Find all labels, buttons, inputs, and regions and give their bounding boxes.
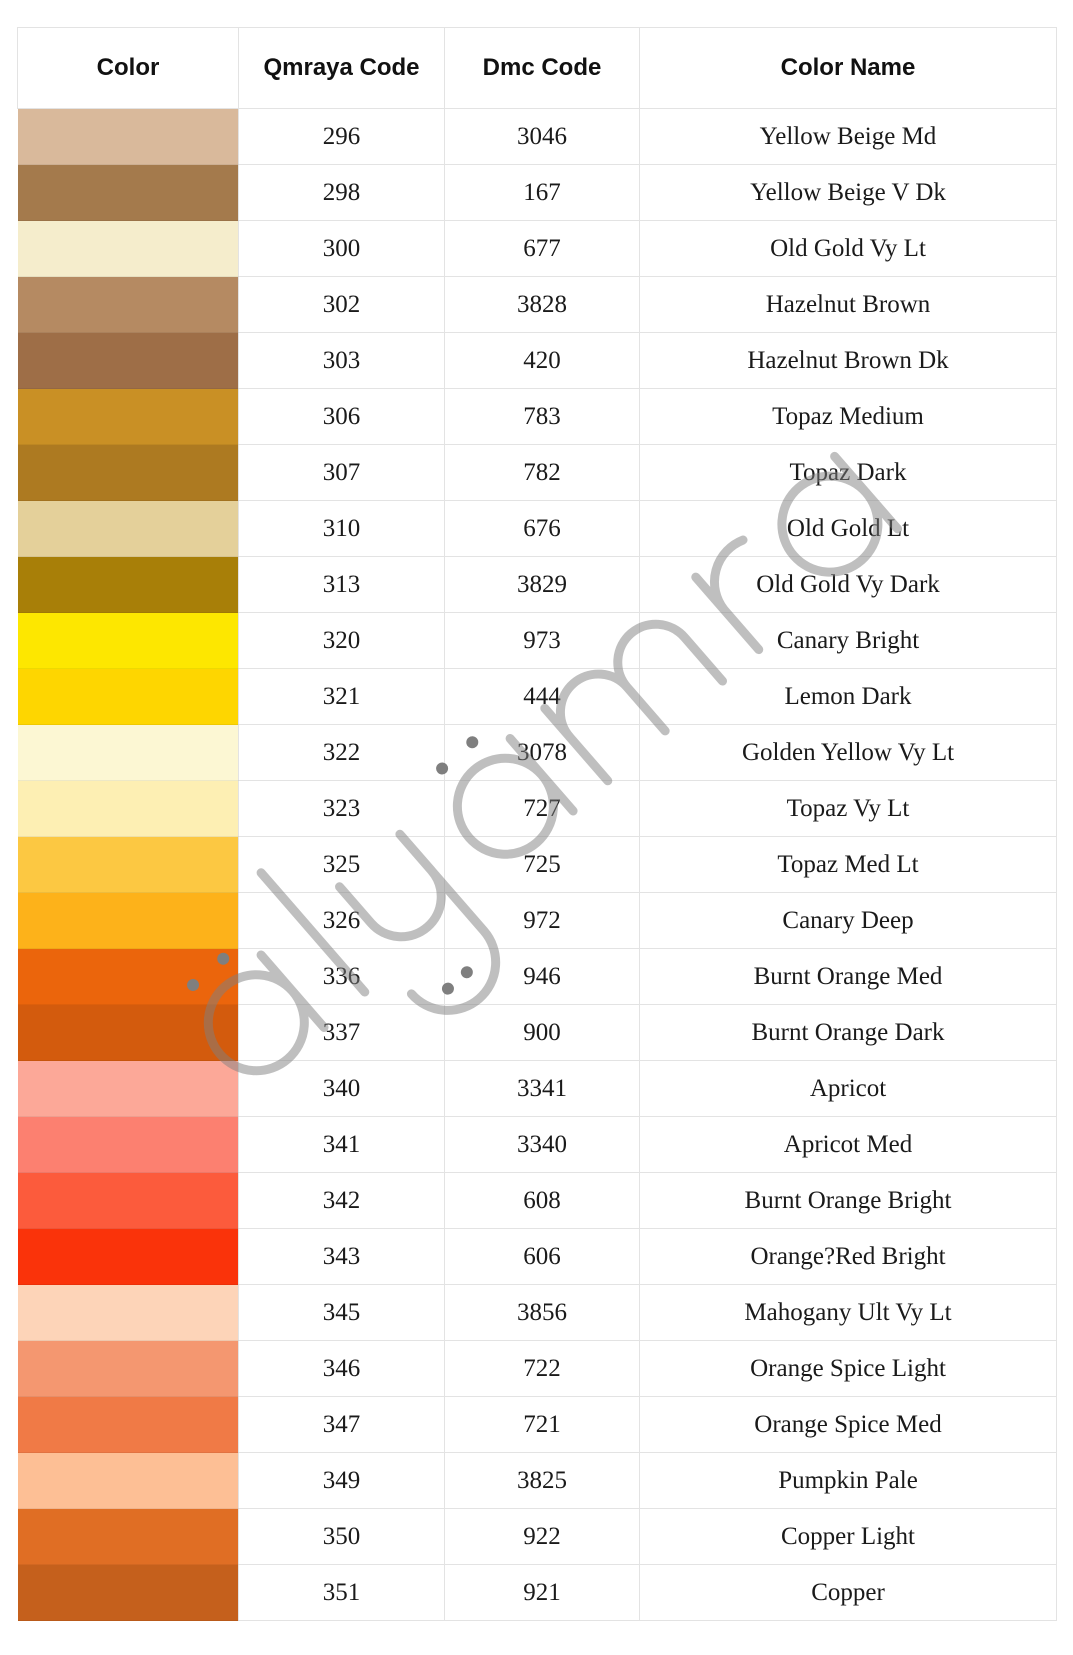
color-swatch	[18, 1341, 239, 1397]
qmraya-code-cell: 310	[239, 501, 445, 557]
header-color: Color	[18, 28, 239, 109]
color-swatch	[18, 949, 239, 1005]
table-row	[18, 1397, 1057, 1453]
qmraya-code-cell: 336	[239, 949, 445, 1005]
dmc-code-cell: 3829	[445, 557, 640, 613]
color-swatch	[18, 1453, 239, 1509]
color-name-cell: Pumpkin Pale	[640, 1453, 1057, 1509]
table-row	[18, 669, 1057, 725]
table-row	[18, 109, 1057, 165]
color-name-cell: Golden Yellow Vy Lt	[640, 725, 1057, 781]
dmc-code-cell: 722	[445, 1341, 640, 1397]
color-swatch	[18, 1229, 239, 1285]
dmc-code-cell: 721	[445, 1397, 640, 1453]
qmraya-code-cell: 320	[239, 613, 445, 669]
table-row	[18, 501, 1057, 557]
color-swatch	[18, 669, 239, 725]
table-row	[18, 613, 1057, 669]
header-dmc-code: Dmc Code	[445, 28, 640, 109]
table-row	[18, 445, 1057, 501]
header-qmraya-code: Qmraya Code	[239, 28, 445, 109]
qmraya-code-cell: 302	[239, 277, 445, 333]
color-swatch	[18, 165, 239, 221]
qmraya-code-cell: 325	[239, 837, 445, 893]
table-row	[18, 949, 1057, 1005]
color-swatch	[18, 501, 239, 557]
color-name-cell: Old Gold Lt	[640, 501, 1057, 557]
dmc-code-cell: 972	[445, 893, 640, 949]
qmraya-code-cell: 303	[239, 333, 445, 389]
color-name-cell: Topaz Dark	[640, 445, 1057, 501]
color-name-cell: Hazelnut Brown Dk	[640, 333, 1057, 389]
dmc-code-cell: 606	[445, 1229, 640, 1285]
qmraya-code-cell: 343	[239, 1229, 445, 1285]
qmraya-code-cell: 341	[239, 1117, 445, 1173]
color-name-cell: Old Gold Vy Dark	[640, 557, 1057, 613]
dmc-code-cell: 3078	[445, 725, 640, 781]
table-body	[18, 109, 1057, 1621]
color-name-cell: Canary Bright	[640, 613, 1057, 669]
color-name-cell: Topaz Med Lt	[640, 837, 1057, 893]
color-swatch	[18, 893, 239, 949]
color-name-cell: Orange Spice Light	[640, 1341, 1057, 1397]
color-name-cell: Old Gold Vy Lt	[640, 221, 1057, 277]
color-swatch	[18, 837, 239, 893]
color-swatch	[18, 557, 239, 613]
color-swatch	[18, 1005, 239, 1061]
color-swatch	[18, 389, 239, 445]
dmc-code-cell: 900	[445, 1005, 640, 1061]
table-row	[18, 1453, 1057, 1509]
table-row	[18, 781, 1057, 837]
color-swatch	[18, 1565, 239, 1621]
color-swatch	[18, 333, 239, 389]
table-row	[18, 277, 1057, 333]
dmc-code-cell: 727	[445, 781, 640, 837]
color-name-cell: Apricot Med	[640, 1117, 1057, 1173]
dmc-code-cell: 922	[445, 1509, 640, 1565]
table-row	[18, 837, 1057, 893]
dmc-code-cell: 783	[445, 389, 640, 445]
color-name-cell: Topaz Medium	[640, 389, 1057, 445]
qmraya-code-cell: 342	[239, 1173, 445, 1229]
table-header-row	[18, 28, 1057, 109]
table-row	[18, 221, 1057, 277]
color-name-cell: Apricot	[640, 1061, 1057, 1117]
qmraya-code-cell: 323	[239, 781, 445, 837]
color-swatch	[18, 781, 239, 837]
dmc-code-cell: 946	[445, 949, 640, 1005]
dmc-code-cell: 725	[445, 837, 640, 893]
color-name-cell: Copper	[640, 1565, 1057, 1621]
color-swatch	[18, 445, 239, 501]
qmraya-code-cell: 296	[239, 109, 445, 165]
dmc-code-cell: 676	[445, 501, 640, 557]
qmraya-code-cell: 313	[239, 557, 445, 613]
dmc-code-cell: 167	[445, 165, 640, 221]
color-name-cell: Copper Light	[640, 1509, 1057, 1565]
dmc-code-cell: 782	[445, 445, 640, 501]
color-swatch	[18, 1117, 239, 1173]
color-name-cell: Yellow Beige Md	[640, 109, 1057, 165]
dmc-code-cell: 677	[445, 221, 640, 277]
table-row	[18, 893, 1057, 949]
color-name-cell: Burnt Orange Med	[640, 949, 1057, 1005]
dmc-code-cell: 3828	[445, 277, 640, 333]
qmraya-code-cell: 322	[239, 725, 445, 781]
qmraya-code-cell: 350	[239, 1509, 445, 1565]
color-swatch	[18, 221, 239, 277]
color-name-cell: Hazelnut Brown	[640, 277, 1057, 333]
table-row	[18, 1173, 1057, 1229]
color-swatch	[18, 1509, 239, 1565]
color-name-cell: Orange Spice Med	[640, 1397, 1057, 1453]
qmraya-code-cell: 300	[239, 221, 445, 277]
qmraya-code-cell: 351	[239, 1565, 445, 1621]
color-swatch	[18, 1061, 239, 1117]
qmraya-code-cell: 347	[239, 1397, 445, 1453]
dmc-code-cell: 3046	[445, 109, 640, 165]
table-row	[18, 389, 1057, 445]
table-row	[18, 1285, 1057, 1341]
table-row	[18, 1117, 1057, 1173]
color-swatch	[18, 1285, 239, 1341]
table-row	[18, 1229, 1057, 1285]
dmc-code-cell: 444	[445, 669, 640, 725]
color-swatch	[18, 1173, 239, 1229]
table-row	[18, 1565, 1057, 1621]
color-swatch	[18, 613, 239, 669]
dmc-code-cell: 3825	[445, 1453, 640, 1509]
qmraya-code-cell: 345	[239, 1285, 445, 1341]
header-color-name: Color Name	[640, 28, 1057, 109]
qmraya-code-cell: 306	[239, 389, 445, 445]
table-row	[18, 1005, 1057, 1061]
table-row	[18, 333, 1057, 389]
qmraya-code-cell: 349	[239, 1453, 445, 1509]
table-row	[18, 1061, 1057, 1117]
color-name-cell: Mahogany Ult Vy Lt	[640, 1285, 1057, 1341]
dmc-code-cell: 608	[445, 1173, 640, 1229]
dmc-code-cell: 921	[445, 1565, 640, 1621]
table-row	[18, 165, 1057, 221]
color-swatch	[18, 725, 239, 781]
table-row	[18, 725, 1057, 781]
color-name-cell: Canary Deep	[640, 893, 1057, 949]
dmc-code-cell: 3856	[445, 1285, 640, 1341]
qmraya-code-cell: 321	[239, 669, 445, 725]
qmraya-code-cell: 326	[239, 893, 445, 949]
color-name-cell: Burnt Orange Bright	[640, 1173, 1057, 1229]
color-name-cell: Orange?Red Bright	[640, 1229, 1057, 1285]
dmc-code-cell: 3340	[445, 1117, 640, 1173]
color-name-cell: Lemon Dark	[640, 669, 1057, 725]
qmraya-code-cell: 340	[239, 1061, 445, 1117]
qmraya-code-cell: 346	[239, 1341, 445, 1397]
qmraya-code-cell: 307	[239, 445, 445, 501]
color-name-cell: Topaz Vy Lt	[640, 781, 1057, 837]
table-row	[18, 557, 1057, 613]
dmc-code-cell: 973	[445, 613, 640, 669]
table-row	[18, 1341, 1057, 1397]
qmraya-code-cell: 298	[239, 165, 445, 221]
color-conversion-table	[17, 27, 1057, 1621]
color-swatch	[18, 1397, 239, 1453]
color-name-cell: Yellow Beige V Dk	[640, 165, 1057, 221]
dmc-code-cell: 420	[445, 333, 640, 389]
qmraya-code-cell: 337	[239, 1005, 445, 1061]
color-swatch	[18, 109, 239, 165]
color-chart-sheet	[17, 27, 1056, 1621]
dmc-code-cell: 3341	[445, 1061, 640, 1117]
color-name-cell: Burnt Orange Dark	[640, 1005, 1057, 1061]
table-row	[18, 1509, 1057, 1565]
color-swatch	[18, 277, 239, 333]
